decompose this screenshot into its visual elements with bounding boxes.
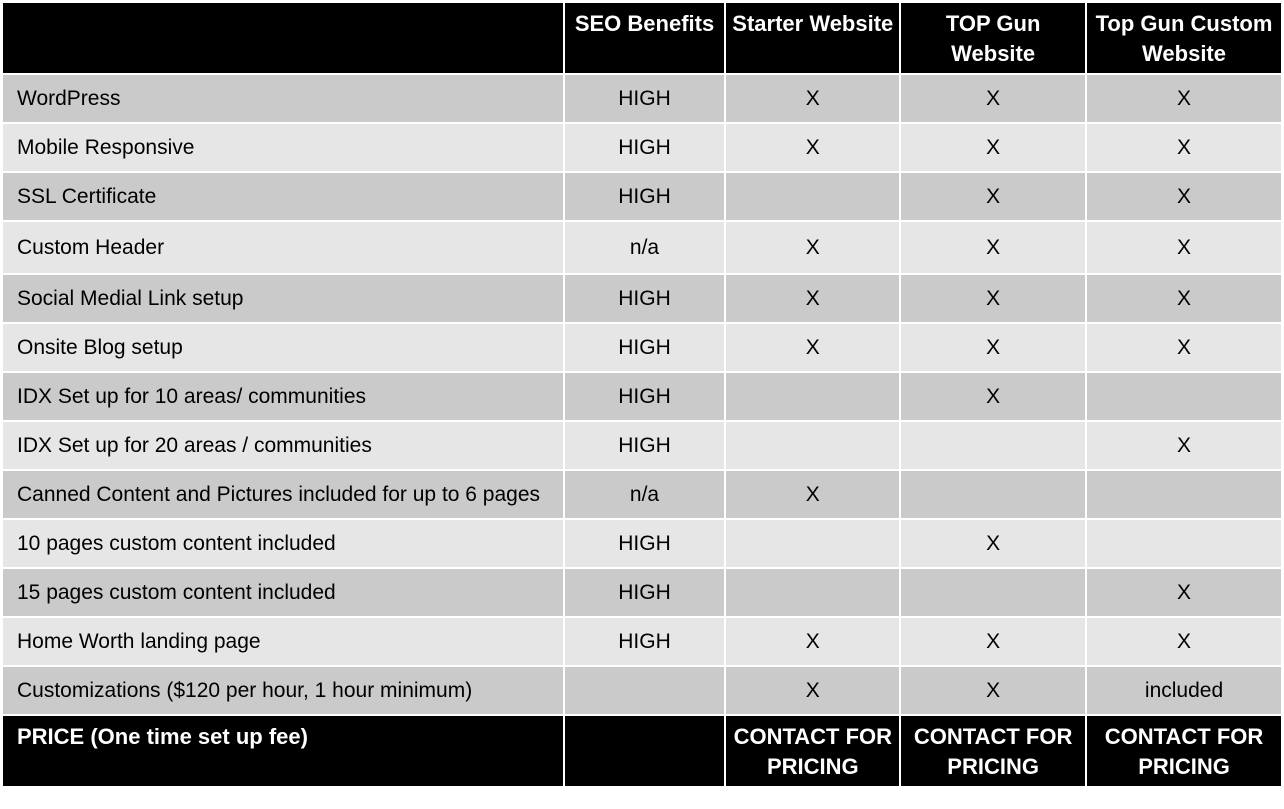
header-topgun-website: TOP Gun Website [901,3,1085,73]
starter-cell: X [726,324,899,371]
seo-cell: HIGH [565,324,725,371]
price-label: PRICE (One time set up fee) [3,716,563,786]
custom-cell: included [1087,667,1281,714]
custom-cell: X [1087,422,1281,469]
custom-cell: X [1087,275,1281,322]
topgun-cell: X [901,222,1085,273]
header-topgun-custom-website: Top Gun Custom Website [1087,3,1281,73]
seo-cell [565,667,725,714]
topgun-cell: X [901,275,1085,322]
seo-cell: HIGH [565,618,725,665]
starter-cell: X [726,124,899,171]
topgun-cell: X [901,618,1085,665]
topgun-cell [901,471,1085,518]
custom-cell: X [1087,569,1281,616]
table-row [3,173,1281,220]
starter-cell [726,569,899,616]
price-topgun-cell: CONTACT FOR PRICING [901,716,1085,786]
header-feature-cell [3,3,563,73]
custom-cell [1087,471,1281,518]
feature-cell: Canned Content and Pictures included for up to 6 pages [3,471,563,518]
topgun-cell: X [901,75,1085,122]
table-row [3,324,1281,371]
custom-cell: X [1087,222,1281,273]
feature-cell: Customizations ($120 per hour, 1 hour minimum) [3,667,563,714]
feature-cell: Home Worth landing page [3,618,563,665]
table-row [3,618,1281,665]
custom-cell: X [1087,124,1281,171]
comparison-table [1,1,1283,788]
topgun-cell: X [901,324,1085,371]
feature-cell: WordPress [3,75,563,122]
starter-cell: X [726,75,899,122]
price-starter-cell: CONTACT FOR PRICING [726,716,899,786]
feature-cell: SSL Certificate [3,173,563,220]
custom-cell: X [1087,324,1281,371]
feature-cell: 10 pages custom content included [3,520,563,567]
feature-cell: Social Medial Link setup [3,275,563,322]
custom-cell [1087,373,1281,420]
custom-cell: X [1087,173,1281,220]
feature-cell: Mobile Responsive [3,124,563,171]
starter-cell [726,373,899,420]
table-row [3,422,1281,469]
table-row [3,124,1281,171]
topgun-cell: X [901,373,1085,420]
seo-cell: HIGH [565,275,725,322]
table-row [3,471,1281,518]
price-seo-cell [565,716,725,786]
starter-cell [726,173,899,220]
seo-cell: HIGH [565,75,725,122]
topgun-cell: X [901,124,1085,171]
feature-cell: 15 pages custom content included [3,569,563,616]
topgun-cell: X [901,173,1085,220]
table-row [3,275,1281,322]
table-row [3,75,1281,122]
topgun-cell: X [901,520,1085,567]
starter-cell [726,520,899,567]
seo-cell: HIGH [565,124,725,171]
table-row [3,222,1281,273]
header-starter-website: Starter Website [726,3,899,73]
header-row [3,3,1281,73]
price-custom-cell: CONTACT FOR PRICING [1087,716,1281,786]
topgun-cell [901,422,1085,469]
starter-cell: X [726,275,899,322]
topgun-cell: X [901,667,1085,714]
starter-cell: X [726,222,899,273]
table-row [3,667,1281,714]
feature-cell: IDX Set up for 10 areas/ communities [3,373,563,420]
custom-cell [1087,520,1281,567]
starter-cell: X [726,618,899,665]
feature-cell: IDX Set up for 20 areas / communities [3,422,563,469]
feature-cell: Onsite Blog setup [3,324,563,371]
seo-cell: n/a [565,222,725,273]
table-row [3,520,1281,567]
seo-cell: HIGH [565,520,725,567]
header-seo-benefits: SEO Benefits [565,3,725,73]
seo-cell: HIGH [565,173,725,220]
table-row [3,569,1281,616]
table-row [3,373,1281,420]
starter-cell [726,422,899,469]
seo-cell: HIGH [565,422,725,469]
starter-cell: X [726,667,899,714]
feature-cell: Custom Header [3,222,563,273]
topgun-cell [901,569,1085,616]
seo-cell: n/a [565,471,725,518]
price-row [3,716,1281,786]
custom-cell: X [1087,75,1281,122]
starter-cell: X [726,471,899,518]
custom-cell: X [1087,618,1281,665]
seo-cell: HIGH [565,373,725,420]
seo-cell: HIGH [565,569,725,616]
